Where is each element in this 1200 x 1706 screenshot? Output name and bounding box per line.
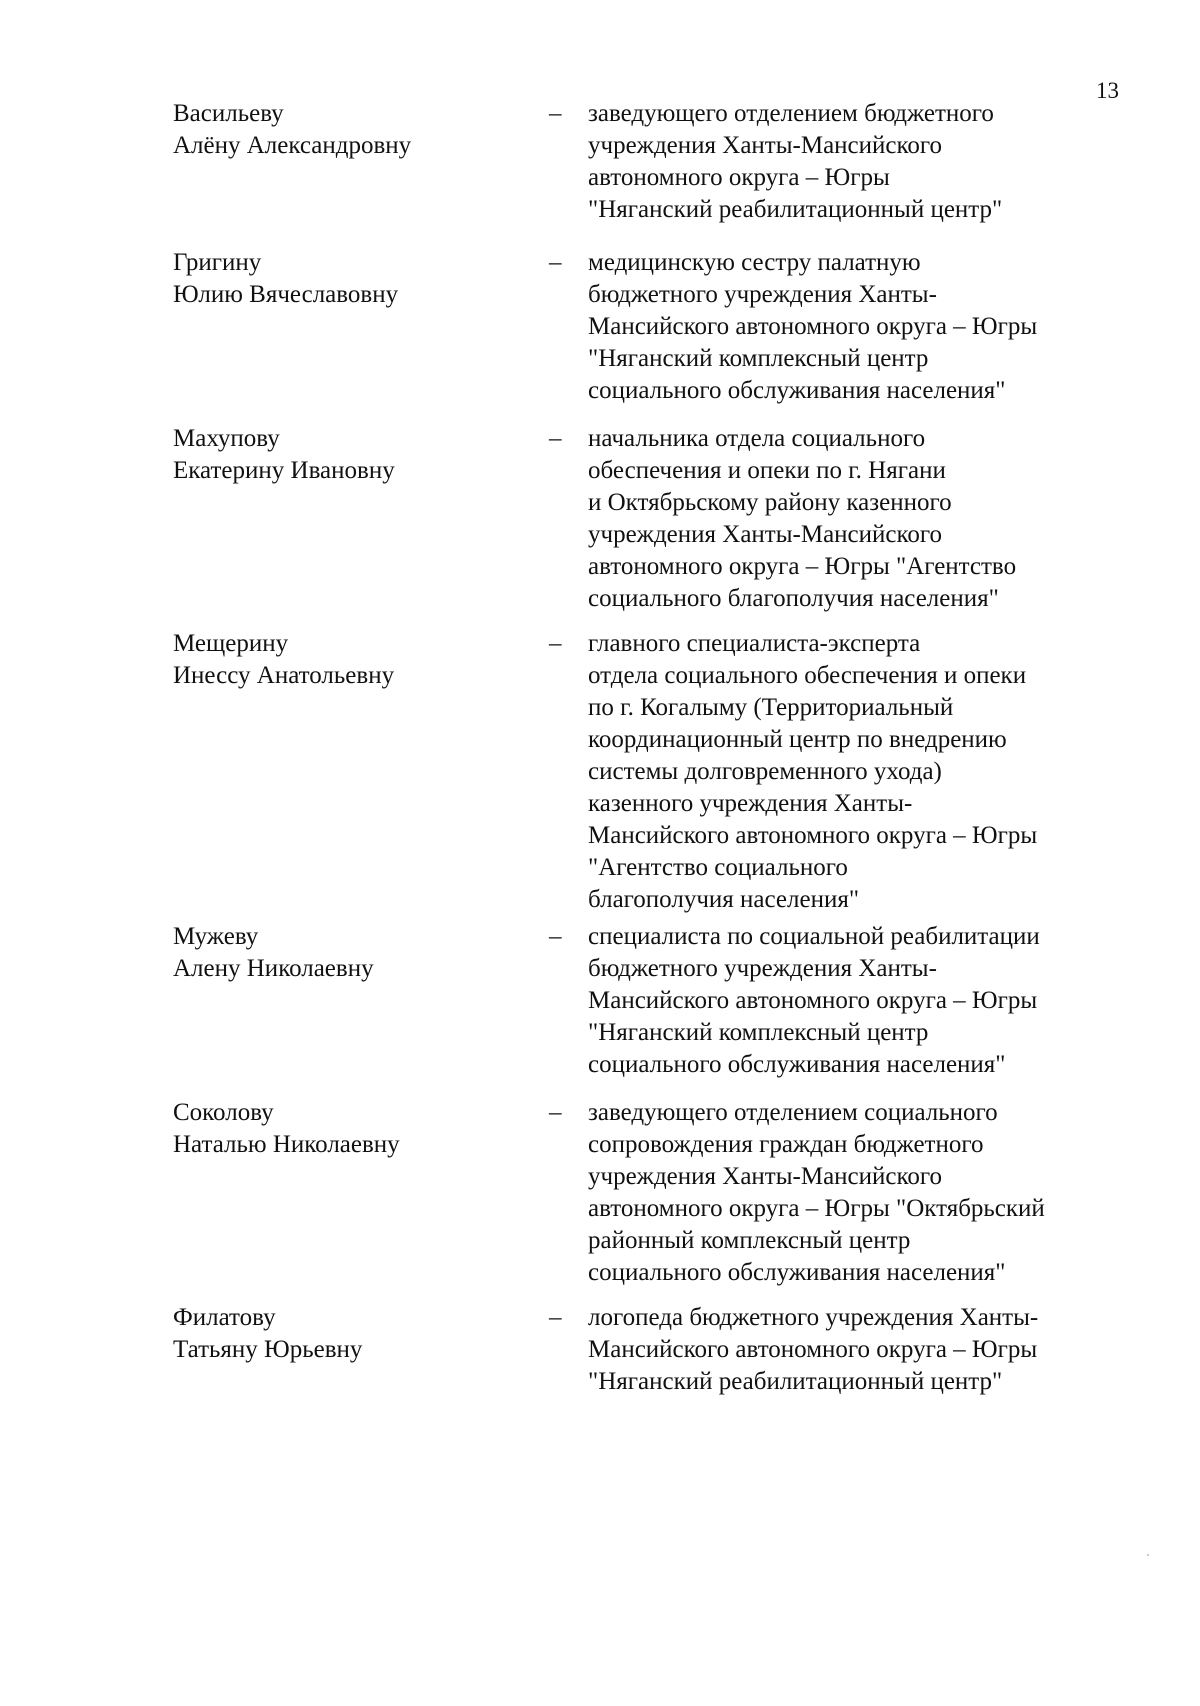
- person-surname: Махупову: [173, 425, 280, 452]
- person-name: [173, 628, 513, 692]
- position-line: "Агентство социального: [588, 854, 848, 881]
- person-given-names: Наталью Николаевну: [173, 1131, 400, 1158]
- position-line: специалиста по социальной реабилитации: [588, 923, 1040, 950]
- dash-separator: –: [549, 100, 562, 127]
- position-line: учреждения Ханты-Мансийского: [588, 132, 943, 159]
- person-name: [173, 921, 513, 985]
- person-surname: Мужеву: [173, 923, 259, 950]
- position-line: Мансийского автономного округа – Югры: [588, 987, 1038, 1014]
- person-given-names: Алену Николаевну: [173, 955, 374, 982]
- position-line: районный комплексный центр: [588, 1227, 911, 1254]
- position-line: "Няганский комплексный центр: [588, 345, 929, 372]
- person-given-names: Татьяну Юрьевну: [173, 1336, 363, 1363]
- page-number: 13: [1096, 78, 1119, 103]
- dash-separator: –: [549, 425, 562, 452]
- position-line: Мансийского автономного округа – Югры: [588, 313, 1038, 340]
- scan-speck: [1147, 1554, 1149, 1556]
- position-line: "Няганский реабилитационный центр": [588, 196, 1003, 223]
- position-line: автономного округа – Югры "Октябрьский: [588, 1195, 1045, 1222]
- position-line: социального обслуживания населения": [588, 377, 1006, 404]
- position-line: социального обслуживания населения": [588, 1259, 1006, 1286]
- position-line: медицинскую сестру палатную: [588, 249, 921, 276]
- position-description: [588, 423, 1148, 615]
- position-line: учреждения Ханты-Мансийского: [588, 1163, 943, 1190]
- position-line: учреждения Ханты-Мансийского: [588, 521, 943, 548]
- person-given-names: Инессу Анатольевну: [173, 662, 395, 689]
- position-description: [588, 921, 1148, 1081]
- position-line: обеспечения и опеки по г. Нягани: [588, 457, 946, 484]
- position-line: бюджетного учреждения Ханты-: [588, 281, 937, 308]
- dash-separator: –: [549, 1099, 562, 1126]
- person-name: [173, 423, 513, 487]
- person-given-names: Алёну Александровну: [173, 132, 412, 159]
- dash-separator: –: [549, 1304, 562, 1331]
- position-description: [588, 1302, 1148, 1398]
- dash-separator: –: [549, 249, 562, 276]
- position-line: системы долговременного ухода): [588, 758, 942, 785]
- person-name: [173, 1302, 513, 1366]
- position-line: координационный центр по внедрению: [588, 726, 1007, 753]
- position-description: [588, 247, 1148, 407]
- person-given-names: Екатерину Ивановну: [173, 457, 395, 484]
- position-line: социального благополучия населения": [588, 585, 999, 612]
- dash-separator: –: [549, 630, 562, 657]
- position-line: сопровождения граждан бюджетного: [588, 1131, 984, 1158]
- position-line: заведующего отделением бюджетного: [588, 100, 994, 127]
- position-line: "Няганский реабилитационный центр": [588, 1368, 1003, 1395]
- position-line: автономного округа – Югры: [588, 164, 890, 191]
- position-line: бюджетного учреждения Ханты-: [588, 955, 937, 982]
- person-surname: Васильеву: [173, 100, 284, 127]
- person-surname: Григину: [173, 249, 262, 276]
- person-name: [173, 98, 513, 162]
- position-line: по г. Когалыму (Территориальный: [588, 694, 954, 721]
- person-surname: Мещерину: [173, 630, 289, 657]
- position-line: Мансийского автономного округа – Югры: [588, 822, 1038, 849]
- position-line: казенного учреждения Ханты-: [588, 790, 913, 817]
- position-description: [588, 1097, 1148, 1289]
- position-line: логопеда бюджетного учреждения Ханты-: [588, 1304, 1039, 1331]
- person-name: [173, 247, 513, 311]
- position-description: [588, 98, 1148, 226]
- position-line: и Октябрьскому району казенного: [588, 489, 952, 516]
- position-line: "Няганский комплексный центр: [588, 1019, 929, 1046]
- position-line: Мансийского автономного округа – Югры: [588, 1336, 1038, 1363]
- position-line: главного специалиста-эксперта: [588, 630, 921, 657]
- position-line: отдела социального обеспечения и опеки: [588, 662, 1027, 689]
- position-description: [588, 628, 1148, 916]
- dash-separator: –: [549, 923, 562, 950]
- position-line: благополучия населения": [588, 886, 860, 913]
- position-line: заведующего отделением социального: [588, 1099, 998, 1126]
- person-surname: Соколову: [173, 1099, 274, 1126]
- person-given-names: Юлию Вячеславовну: [173, 281, 399, 308]
- person-name: [173, 1097, 513, 1161]
- person-surname: Филатову: [173, 1304, 276, 1331]
- position-line: начальника отдела социального: [588, 425, 926, 452]
- position-line: социального обслуживания населения": [588, 1051, 1006, 1078]
- position-line: автономного округа – Югры "Агентство: [588, 553, 1017, 580]
